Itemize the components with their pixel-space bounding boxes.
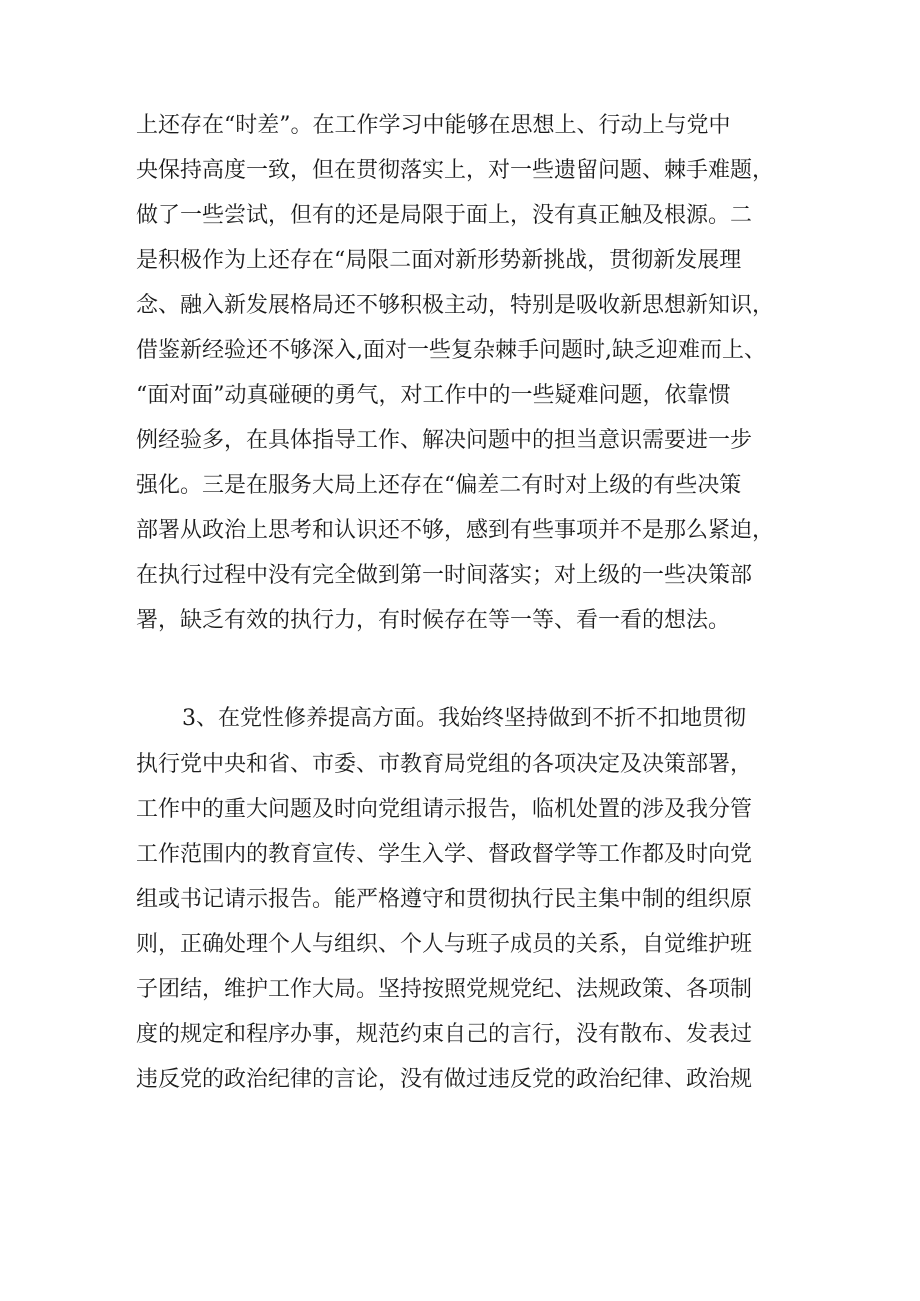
text-line: 做了一些尝试，但有的还是局限于面上，没有真正触及根源。二 [136,203,753,228]
text-line: 例经验多，在具体指导工作、解决问题中的担当意识需要进一步 [136,428,753,453]
text-line: 度的规定和程序办事，规范约束自己的言行，没有散布、发表过 [136,1022,753,1047]
text-line: 借鉴新经验还不够深入,面对一些复杂棘手问题时,缺乏迎难而上、 [136,338,766,363]
text-line: 则，正确处理个人与组织、个人与班子成员的关系，自觉维护班 [136,932,753,957]
text-line: 组或书记请示报告。能严格遵守和贯彻执行民主集中制的组织原 [136,887,753,912]
text-line: 子团结，维护工作大局。坚持按照党规党纪、法规政策、各项制 [136,977,753,1002]
text-line: 在执行过程中没有完全做到第一时间落实；对上级的一些决策部 [136,563,753,588]
text-line: 执行党中央和省、市委、市教育局党组的各项决定及决策部署， [136,752,753,777]
text-line: 念、融入新发展格局还不够积极主动，特别是吸收新思想新知识， [136,293,775,318]
text-line: 部署从政治上思考和认识还不够，感到有些事项并不是那么紧迫， [136,518,775,543]
text-line: 署，缺乏有效的执行力，有时候存在等一等、看一看的想法。 [136,608,731,633]
text-line: 强化。三是在服务大局上还存在“偏差二有时对上级的有些决策 [136,473,742,498]
text-line: 3、在党性修养提高方面。我始终坚持做到不折不扣地贯彻 [182,706,746,731]
text-line: “面对面”动真碰硬的勇气，对工作中的一些疑难问题，依靠惯 [136,383,731,408]
text-line: 违反党的政治纪律的言论，没有做过违反党的政治纪律、政治规 [136,1067,753,1092]
text-line: 工作范围内的教育宣传、学生入学、督政督学等工作都及时向党 [136,842,753,867]
text-line: 是积极作为上还存在“局限二面对新形势新挑战，贯彻新发展理 [136,248,742,273]
text-line: 工作中的重大问题及时向党组请示报告，临机处置的涉及我分管 [136,797,753,822]
text-line: 上还存在“时差”。在工作学习中能够在思想上、行动上与党中 [136,113,731,138]
text-line: 央保持高度一致，但在贯彻落实上，对一些遗留问题、棘手难题， [136,158,775,183]
